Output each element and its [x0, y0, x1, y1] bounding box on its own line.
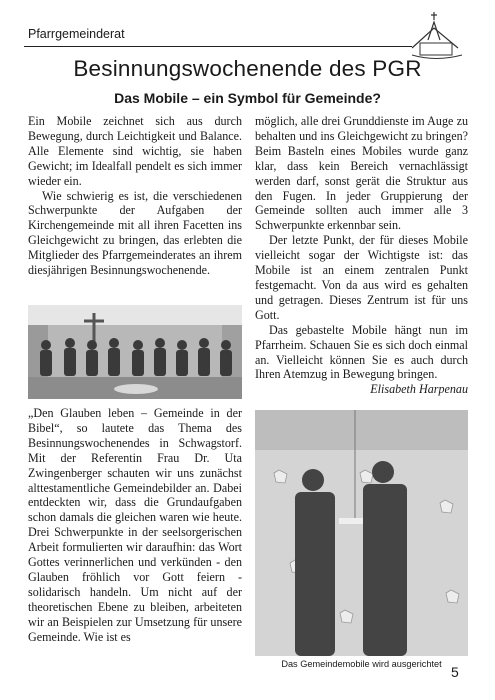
group-photo [28, 305, 242, 399]
paragraph: Wie schwierig es ist, die verschiedenen Schwerpunkte der Aufgaben der Kirchengemeinde mit all ihren Facetten ins Gleichgewicht zu bringen, das erlebten die Mitglieder des Pfarrgemeinderates an ihrem diesjährigen Besinnungswochenende. [28, 188, 242, 278]
author-signature: Elisabeth Harpenau [370, 382, 468, 397]
header-rule [24, 46, 412, 47]
paragraph: Der letzte Punkt, der für dieses Mobile vielleicht sogar der Wichtigste ist: das Mobile ist an einem zentralen Punkt festgemacht. Von da aus wird es gehalten und getragen. Dieses Zentrum ist für uns Gott. [255, 233, 468, 322]
left-column-top [28, 114, 242, 278]
section-label: Pfarrgemeinderat [28, 27, 125, 41]
article-title: Besinnungswochenende des PGR [73, 56, 422, 81]
page-number: 5 [451, 664, 459, 680]
right-column [255, 114, 468, 397]
paragraph: „Den Glauben leben – Gemeinde in der Bibel“, so lautete das Thema des Besinnungswochenendes in Schwagstorf. Mit der Referentin Frau Dr. Uta Zwingenberger schauten wir uns zunächst alttestamentliche Gemeindebilder an. Dabei entdeckten wir, dass die Grundaufgaben schon damals die gleichen waren wie heute. Drei Schwerpunkte in der seelsorgerischen Arbeit formulierten wir daraufhin: das Wort Gottes verinnerlichen und verkünden - den Glauben fröhlich vor Gott feiern - solidarisch handeln. Um nicht auf der theoretischen Ebene zu bleiben, arbeiteten wir an Beispielen zur Umsetzung für unsere Gemeinde. Wie ist es [28, 406, 242, 644]
article-subtitle: Das Mobile – ein Symbol für Gemeinde? [114, 90, 381, 106]
paragraph: möglich, alle drei Grunddienste im Auge zu behalten und ins Gleichgewicht zu bringen? Beim Basteln eines Mobiles wurde ganz klar, dass kein Bereich vernachlässigt werden darf, sonst gerät die Struktur aus den Fugen. In jeder Gruppierung der Gemeinde sollten auch immer alle 3 Schwerpunkte erkennbar sein. [255, 114, 468, 233]
paragraph: Ein Mobile zeichnet sich aus durch Bewegung, durch Leichtigkeit und Balance. Alle Elemente sind wichtig, sie haben Gewicht; im Idealfall pendelt es sich immer wieder ein. [28, 114, 242, 188]
church-logo [408, 10, 464, 62]
paragraph: Das gebastelte Mobile hängt nun im Pfarrheim. Schauen Sie es sich doch einmal an. Vielleicht können Sie es auch durch Ihren Atemzug in Bewegung bringen. [255, 322, 468, 382]
photo-caption: Das Gemeindemobile wird ausgerichtet [281, 659, 442, 669]
left-column-bottom [28, 406, 242, 645]
mobile-photo [255, 410, 468, 656]
